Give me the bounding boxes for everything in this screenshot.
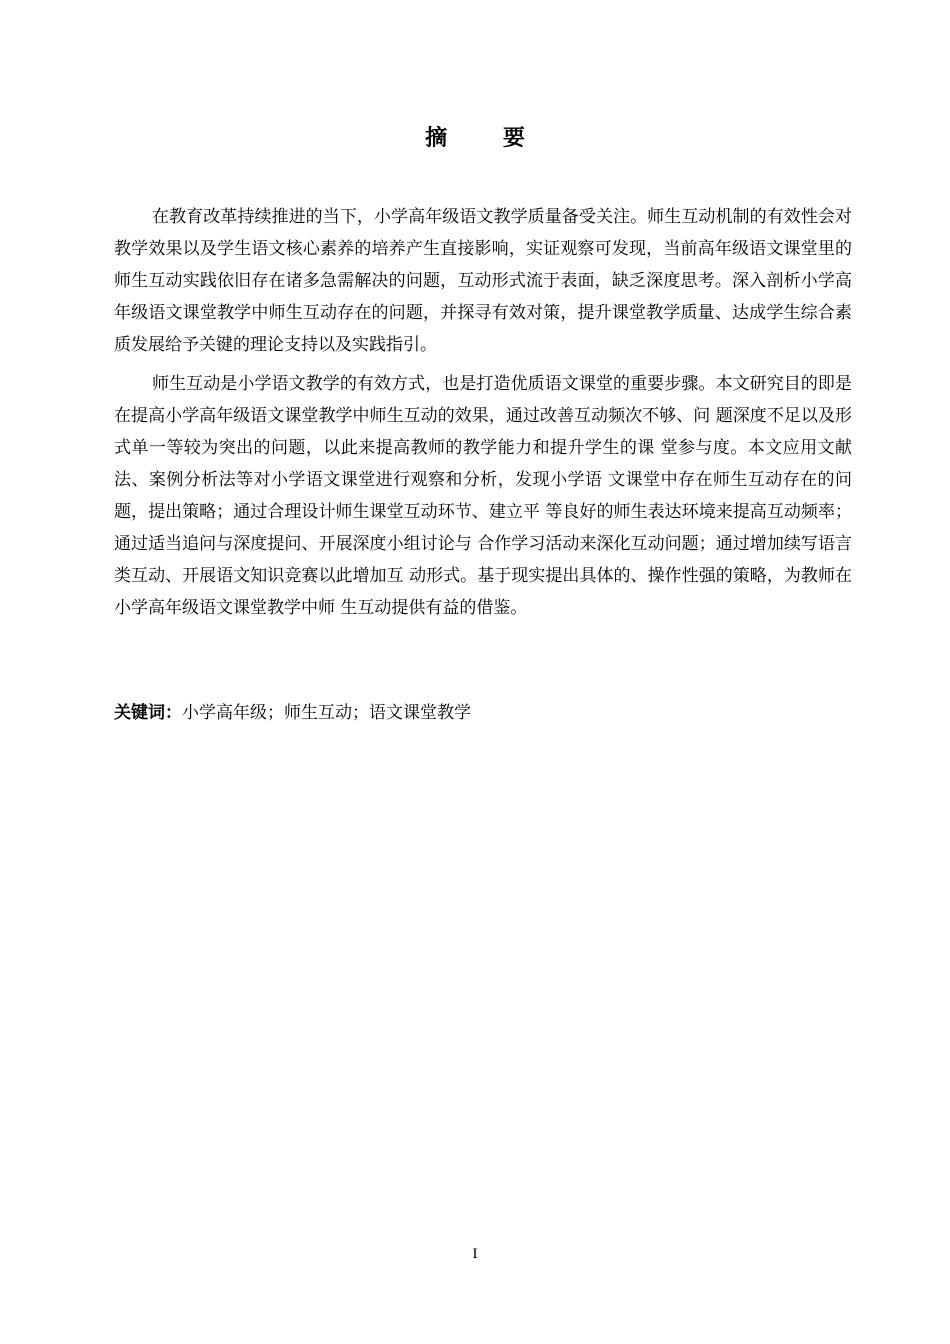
abstract-paragraph-2-block [114, 368, 852, 624]
page-title: 摘 要 [425, 126, 549, 151]
keywords-label: 关键词： [114, 703, 182, 723]
abstract-paragraph-1-block [114, 201, 852, 361]
keywords-value: 小学高年级；师生互动；语文课堂教学 [182, 703, 471, 723]
abstract-paragraph-2: 师生互动是小学语文教学的有效方式，也是打造优质语文课堂的重要步骤。本文研究目的即是在提高小学高年级语文课堂教学中师生互动的效果，通过改善互动频次不够、问 题深度不足以及形式单一等较为突出的问题，以此来提高教师的教学能力和提升学生的课 堂参与度。本文应用文献法、案例分析法等对小学语文课堂进行观察和分析，发现小学语 文课堂中存在师生互动存在的问题，提出策略；通过合理设计师生课堂互动环节、建立平 等良好的师生表达环境来提高互动频率；通过适当追问与深度提问、开展深度小组讨论与 合作学习活动来深化互动问题；通过增加续写语言类互动、开展语文知识竞赛以此增加互 动形式。基于现实提出具体的、操作性强的策略，为教师在小学高年级语文课堂教学中师 生互动提供有益的借鉴。 [114, 374, 852, 618]
page-number: I [472, 1246, 478, 1262]
keywords-line [114, 697, 852, 729]
abstract-paragraph-1: 在教育改革持续推进的当下，小学高年级语文教学质量备受关注。师生互动机制的有效性会对教学效果以及学生语文核心素养的培养产生直接影响，实证观察可发现，当前高年级语文课堂里的师生互动实践依旧存在诸多急需解决的问题，互动形式流于表面，缺乏深度思考。深入剖析小学高年级语文课堂教学中师生互动存在的问题，并探寻有效对策，提升课堂教学质量、达成学生综合素质发展给予关键的理论支持以及实践指引。 [114, 207, 852, 355]
